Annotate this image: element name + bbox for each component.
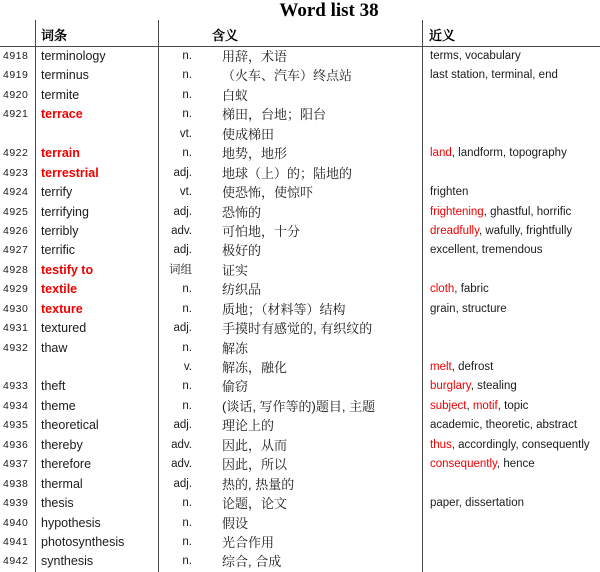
row-meaning: (谈话, 写作等的)题目, 主题 <box>222 398 376 414</box>
table-row <box>0 494 600 513</box>
synonym: hence <box>503 458 535 471</box>
row-number: 4921 <box>3 108 29 121</box>
row-word: testify to <box>41 262 94 277</box>
row-word: photosynthesis <box>41 534 125 549</box>
row-synonyms <box>422 261 600 280</box>
table-row <box>0 358 600 377</box>
synonym: fabric <box>460 283 489 296</box>
row-number: 4942 <box>3 555 29 568</box>
row-number: 4928 <box>3 263 29 276</box>
synonym: end <box>538 69 558 82</box>
row-word: hypothesis <box>41 515 101 530</box>
table-row <box>0 397 600 416</box>
synonym: topography <box>509 147 567 160</box>
row-word: terribly <box>41 223 79 238</box>
row-meaning: 因此，所以 <box>222 457 288 473</box>
row-part-of-speech: 词组 <box>169 263 192 276</box>
row-part-of-speech: n. <box>182 555 192 568</box>
synonym: structure <box>461 302 507 315</box>
row-word: theme <box>41 398 76 413</box>
row-word: synthesis <box>41 554 94 569</box>
row-part-of-speech: adj. <box>173 166 192 179</box>
synonym: terminal <box>491 69 533 82</box>
row-meaning: 解冻 <box>222 340 249 356</box>
row-meaning: （火车、汽车）终点站 <box>222 68 353 84</box>
synonym: accordingly <box>458 438 516 451</box>
row-part-of-speech: n. <box>182 50 192 62</box>
row-number: 4926 <box>3 224 29 237</box>
row-word: terminology <box>41 49 106 63</box>
row-number: 4941 <box>3 535 29 548</box>
row-meaning: 因此，从而 <box>222 437 288 453</box>
row-meaning: 证实 <box>222 262 249 278</box>
row-number: 4934 <box>3 399 29 412</box>
synonym: wafully <box>485 224 520 237</box>
table-row <box>0 339 600 358</box>
row-synonyms <box>422 319 600 338</box>
row-synonyms <box>422 533 600 552</box>
row-number: 4932 <box>3 341 29 354</box>
synonym: tremendous <box>481 244 543 257</box>
table-row <box>0 183 600 202</box>
row-part-of-speech: n. <box>182 108 192 121</box>
row-number: 4930 <box>3 302 29 315</box>
row-word: terrify <box>41 185 73 200</box>
synonym-highlighted: burglary <box>430 380 471 393</box>
table-row <box>0 319 600 338</box>
row-synonyms: consequently, hence <box>430 458 535 471</box>
row-meaning: 解冻，融化 <box>222 360 288 375</box>
table-row <box>0 552 600 571</box>
table-body <box>0 47 600 572</box>
row-part-of-speech: n. <box>182 516 192 529</box>
row-synonyms: terms, vocabulary <box>430 50 521 62</box>
row-meaning: 使成梯田 <box>222 126 275 142</box>
row-part-of-speech: n. <box>182 147 192 160</box>
row-number: 4920 <box>3 88 29 101</box>
synonym-highlighted: frightening <box>430 205 484 218</box>
row-part-of-speech: n. <box>182 341 192 354</box>
row-meaning: 梯田，台地；阳台 <box>222 107 327 123</box>
row-meaning: 恐怖的 <box>222 204 262 220</box>
row-word: terrace <box>41 107 83 122</box>
row-number: 4937 <box>3 458 29 471</box>
row-word: terrain <box>41 146 80 161</box>
row-synonyms: burglary, stealing <box>430 380 517 393</box>
row-synonyms <box>422 125 600 144</box>
row-part-of-speech: adj. <box>173 205 192 218</box>
row-synonyms <box>422 183 600 202</box>
row-word: terrestrial <box>41 165 99 180</box>
row-number: 4935 <box>3 419 29 432</box>
row-number: 4933 <box>3 380 29 393</box>
row-number: 4939 <box>3 497 29 510</box>
row-part-of-speech: n. <box>182 88 192 101</box>
row-part-of-speech: vt. <box>179 127 192 140</box>
row-word: textured <box>41 321 87 336</box>
page-title: Word list 38 <box>279 0 379 21</box>
synonym-highlighted: thus <box>430 438 452 451</box>
header-meaning-label: 含义 <box>212 28 239 43</box>
row-part-of-speech: adj. <box>173 419 192 432</box>
row-meaning: 质地；（材料等）结构 <box>222 301 346 317</box>
row-meaning: 论题，论文 <box>222 496 288 512</box>
row-synonyms: last station, terminal, end <box>430 69 558 82</box>
table-row <box>0 66 600 85</box>
row-number: 4940 <box>3 516 29 529</box>
table-row <box>0 514 600 533</box>
table-row <box>0 261 600 280</box>
row-number: 4923 <box>3 166 29 179</box>
row-meaning: 可怕地，十分 <box>222 223 301 239</box>
row-meaning: 纺织品 <box>222 282 262 298</box>
row-part-of-speech: adv. <box>171 224 192 237</box>
synonym: academic <box>430 419 480 432</box>
synonym: abstract <box>536 419 578 432</box>
row-part-of-speech: n. <box>182 399 192 412</box>
row-part-of-speech: adv. <box>171 458 192 471</box>
synonym: terms <box>430 50 459 62</box>
row-word: terminus <box>41 68 89 83</box>
table-row <box>0 222 600 241</box>
row-synonyms: cloth, fabric <box>430 283 489 296</box>
row-number: 4919 <box>3 69 29 82</box>
row-number <box>0 358 35 377</box>
row-synonyms: frightening, ghastful, horrific <box>430 205 572 218</box>
row-synonyms <box>422 105 600 124</box>
row-part-of-speech: n. <box>182 497 192 510</box>
row-meaning: 手摸时有感觉的, 有织纹的 <box>222 321 373 337</box>
row-synonyms <box>422 86 600 105</box>
table-row <box>0 105 600 124</box>
row-word: texture <box>41 301 83 316</box>
row-word: textile <box>41 282 78 297</box>
table-row <box>0 125 600 144</box>
row-synonyms: melt, defrost <box>430 361 494 373</box>
row-meaning: 地球（上）的；陆地的 <box>222 165 353 181</box>
table-row <box>0 436 600 455</box>
table-row <box>0 416 600 435</box>
row-part-of-speech: vt. <box>179 186 192 199</box>
row-meaning: 综合, 合成 <box>222 554 282 570</box>
table-row <box>0 164 600 183</box>
row-word: terrific <box>41 243 76 258</box>
table-header <box>0 20 600 46</box>
row-part-of-speech: adv. <box>171 438 192 451</box>
row-meaning: 偷窃 <box>222 379 249 395</box>
synonym: excellent <box>430 244 476 257</box>
row-synonyms <box>422 339 600 358</box>
table-row <box>0 241 600 260</box>
row-word: thesis <box>41 496 74 511</box>
synonym: defrost <box>458 361 494 373</box>
synonym: stealing <box>477 380 517 393</box>
row-synonyms: paper, dissertation <box>430 497 524 510</box>
table-row <box>0 280 600 299</box>
synonym-highlighted: subject <box>430 399 467 412</box>
row-part-of-speech: adj. <box>173 322 192 335</box>
row-part-of-speech: v. <box>183 361 192 373</box>
row-number: 4925 <box>3 205 29 218</box>
synonym: grain <box>430 302 456 315</box>
synonym-highlighted: consequently <box>430 458 497 471</box>
row-meaning: 假设 <box>222 515 249 531</box>
synonym: paper <box>430 497 459 510</box>
row-word: terrifying <box>41 204 89 219</box>
row-number: 4931 <box>3 322 29 335</box>
synonym-highlighted: land <box>430 147 452 160</box>
row-synonyms: excellent, tremendous <box>430 244 543 257</box>
row-number: 4938 <box>3 477 29 490</box>
row-synonyms: academic, theoretic, abstract <box>430 419 578 432</box>
row-meaning: 使恐怖，使惊吓 <box>222 185 314 201</box>
row-synonyms: subject, motif, topic <box>430 399 529 412</box>
row-number: 4927 <box>3 244 29 257</box>
row-number: 4918 <box>3 50 29 62</box>
table-row <box>0 203 600 222</box>
row-number: 4929 <box>3 283 29 296</box>
table-row <box>0 47 600 66</box>
row-part-of-speech: n. <box>182 69 192 82</box>
row-meaning: 地势，地形 <box>222 146 288 162</box>
row-word <box>35 125 158 144</box>
row-meaning: 光合作用 <box>222 534 275 550</box>
row-number <box>0 125 35 144</box>
synonym-highlighted: melt <box>430 361 452 373</box>
table-row <box>0 475 600 494</box>
synonym: last station <box>430 69 485 82</box>
synonym: landform <box>458 147 503 160</box>
header-word-label: 词条 <box>41 28 68 43</box>
row-synonyms: land, landform, topography <box>430 147 567 160</box>
table-row <box>0 300 600 319</box>
synonym: ghastful <box>490 205 531 218</box>
row-meaning: 极好的 <box>222 243 262 259</box>
row-meaning: 用辞，术语 <box>222 49 288 64</box>
row-part-of-speech: n. <box>182 535 192 548</box>
synonym-highlighted: dreadfully <box>430 224 480 237</box>
row-word: thaw <box>41 340 68 355</box>
row-synonyms <box>422 475 600 494</box>
row-part-of-speech: n. <box>182 283 192 296</box>
synonym: theoretic <box>485 419 530 432</box>
synonym: consequently <box>521 438 590 451</box>
table-row <box>0 533 600 552</box>
synonym-highlighted: cloth <box>430 283 455 296</box>
row-meaning: 热的, 热量的 <box>222 476 295 492</box>
row-meaning: 白蚁 <box>222 87 249 103</box>
synonym: frighten <box>430 186 469 199</box>
row-meaning: 理论上的 <box>222 418 275 434</box>
row-word: termite <box>41 87 80 102</box>
row-synonyms: thus, accordingly, consequently <box>430 438 590 451</box>
row-synonyms: grain, structure <box>430 302 507 315</box>
row-part-of-speech: adj. <box>173 477 192 490</box>
synonym: frightfully <box>526 224 573 237</box>
row-part-of-speech: adj. <box>173 244 192 257</box>
row-word: theoretical <box>41 418 99 433</box>
row-number: 4924 <box>3 186 29 199</box>
row-number: 4936 <box>3 438 29 451</box>
table-row <box>0 377 600 396</box>
synonym: dissertation <box>465 497 524 510</box>
synonym-highlighted: motif <box>472 399 498 412</box>
row-part-of-speech: n. <box>182 302 192 315</box>
synonym: topic <box>504 399 529 412</box>
row-synonyms <box>422 164 600 183</box>
row-word: thereby <box>41 437 83 452</box>
synonym: horrific <box>536 205 572 218</box>
row-part-of-speech: n. <box>182 380 192 393</box>
table-row <box>0 144 600 163</box>
row-word: thermal <box>41 476 83 491</box>
row-synonyms <box>422 552 600 571</box>
row-word: therefore <box>41 457 92 472</box>
table-row <box>0 86 600 105</box>
synonym: vocabulary <box>465 50 521 62</box>
row-word: theft <box>41 379 66 394</box>
row-synonyms: dreadfully, wafully, frightfully <box>430 224 573 237</box>
row-word <box>35 358 158 377</box>
header-synonym-label: 近义 <box>429 28 456 43</box>
row-number: 4922 <box>3 147 29 160</box>
table-row <box>0 455 600 474</box>
row-synonyms <box>422 514 600 533</box>
